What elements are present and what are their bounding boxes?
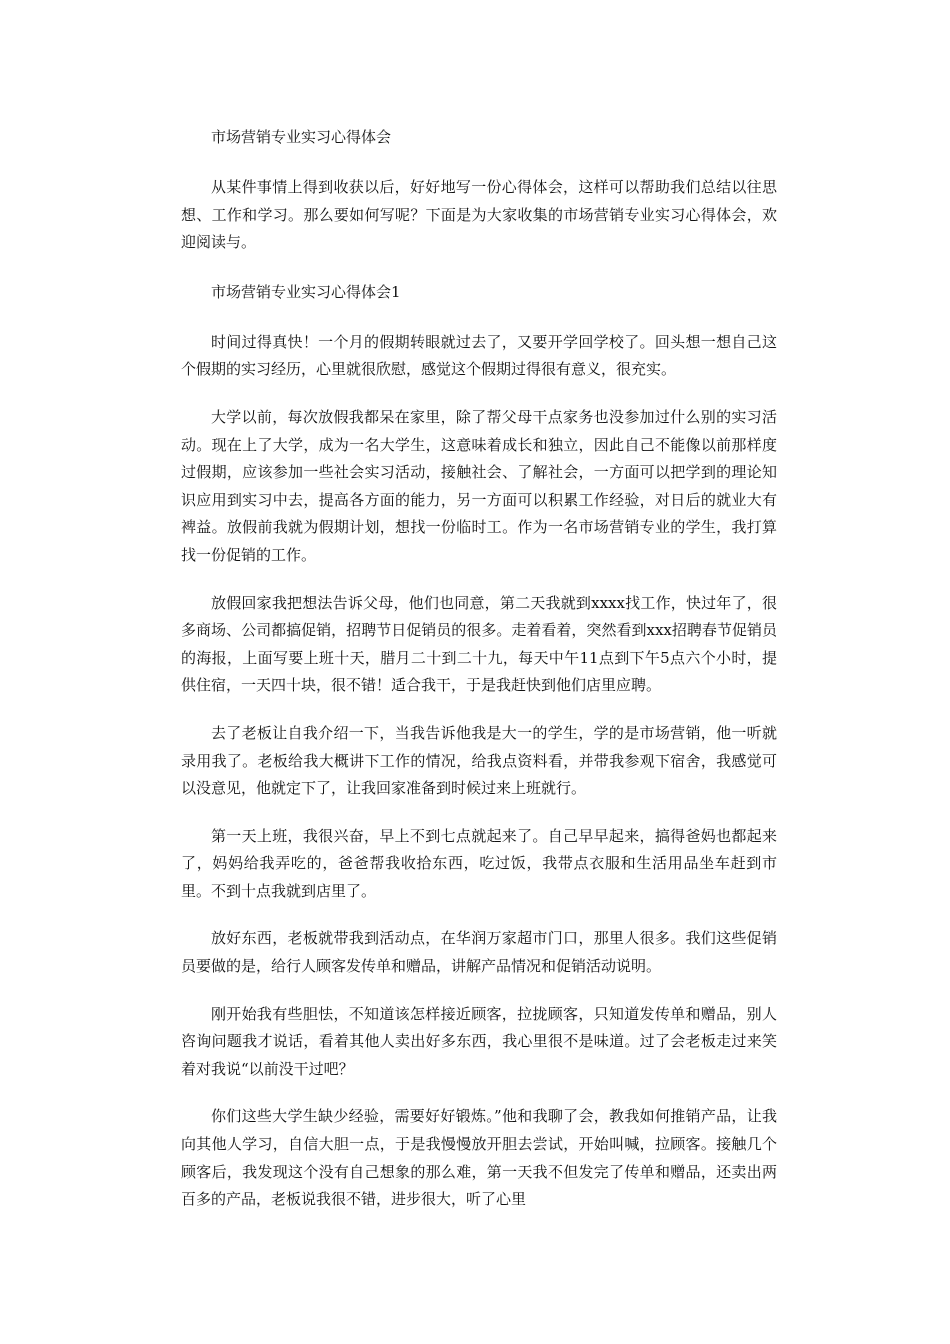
body-paragraph-8: 你们这些大学生缺少经验，需要好好锻炼。”他和我聊了会，教我如何推销产品，让我向其他人学习，自信大胆一点，于是我慢慢放开胆去尝试，开始叫喊，拉顾客。接触几个顾客后，我发现这个没有自己想象的那么难，第一天我不但发完了传单和赠品，还卖出两百多的产品，老板说我很不错，进步很大，听了心里 [181,1107,777,1209]
body-paragraph-1: 时间过得真快！一个月的假期转眼就过去了，又要开学回学校了。回头想一想自己这个假期的实习经历，心里就很欣慰，感觉这个假期过得很有意义，很充实。 [181,332,777,379]
body-paragraph-6: 放好东西，老板就带我到活动点，在华润万家超市门口，那里人很多。我们这些促销员要做的是，给行人顾客发传单和赠品，讲解产品情况和促销活动说明。 [181,929,777,976]
document-page [181,122,777,1214]
body-paragraph-7: 刚开始我有些胆怯，不知道该怎样接近顾客，拉拢顾客，只知道发传单和赠品，别人咨询问题我才说话，看着其他人卖出好多东西，我心里很不是味道。过了会老板走过来笑着对我说“以前没干过吧？ [181,1004,777,1078]
body-paragraph-5: 第一天上班，我很兴奋，早上不到七点就起来了。自己早早起来，搞得爸妈也都起来了，妈妈给我弄吃的，爸爸帮我收拾东西，吃过饭，我带点衣服和生活用品坐车赶到市里。不到十点我就到店里了。 [181,826,777,900]
body-paragraph-2: 大学以前，每次放假我都呆在家里，除了帮父母干点家务也没参加过什么别的实习活动。现在上了大学，成为一名大学生，这意味着成长和独立，因此自己不能像以前那样度过假期，应该参加一些社会实习活动，接触社会、了解社会，一方面可以把学到的理论知识应用到实习中去，提高各方面的能力，另一方面可以积累工作经验，对日后的就业大有裨益。放假前我就为假期计划，想找一份临时工。作为一名市场营销专业的学生，我打算找一份促销的工作。 [181,407,777,564]
body-paragraph-4: 去了老板让自我介绍一下，当我告诉他我是大一的学生，学的是市场营销，他一听就录用我了。老板给我大概讲下工作的情况，给我点资料看，并带我参观下宿舍，我感觉可以没意见，他就定下了，让我回家准备到时候过来上班就行。 [181,723,777,798]
section-title: 市场营销专业实习心得体会1 [211,282,401,301]
intro-paragraph: 从某件事情上得到收获以后，好好地写一份心得体会，这样可以帮助我们总结以往思想、工作和学习。那么要如何写呢？下面是为大家收集的市场营销专业实习心得体会，欢迎阅读与。 [181,178,777,252]
document-title: 市场营销专业实习心得体会 [211,128,392,146]
body-paragraph-3: 放假回家我把想法告诉父母，他们也同意，第二天我就到xxxx找工作，快过年了，很多商场、公司都搞促销，招聘节日促销员的很多。走着看着，突然看到xxx招聘春节促销员的海报，上面写要上班十天，腊月二十到二十九，每天中午11点到下午5点六个小时，提供住宿，一天四十块，很不错！适合我干，于是我赶快到他们店里应聘。 [181,593,777,695]
